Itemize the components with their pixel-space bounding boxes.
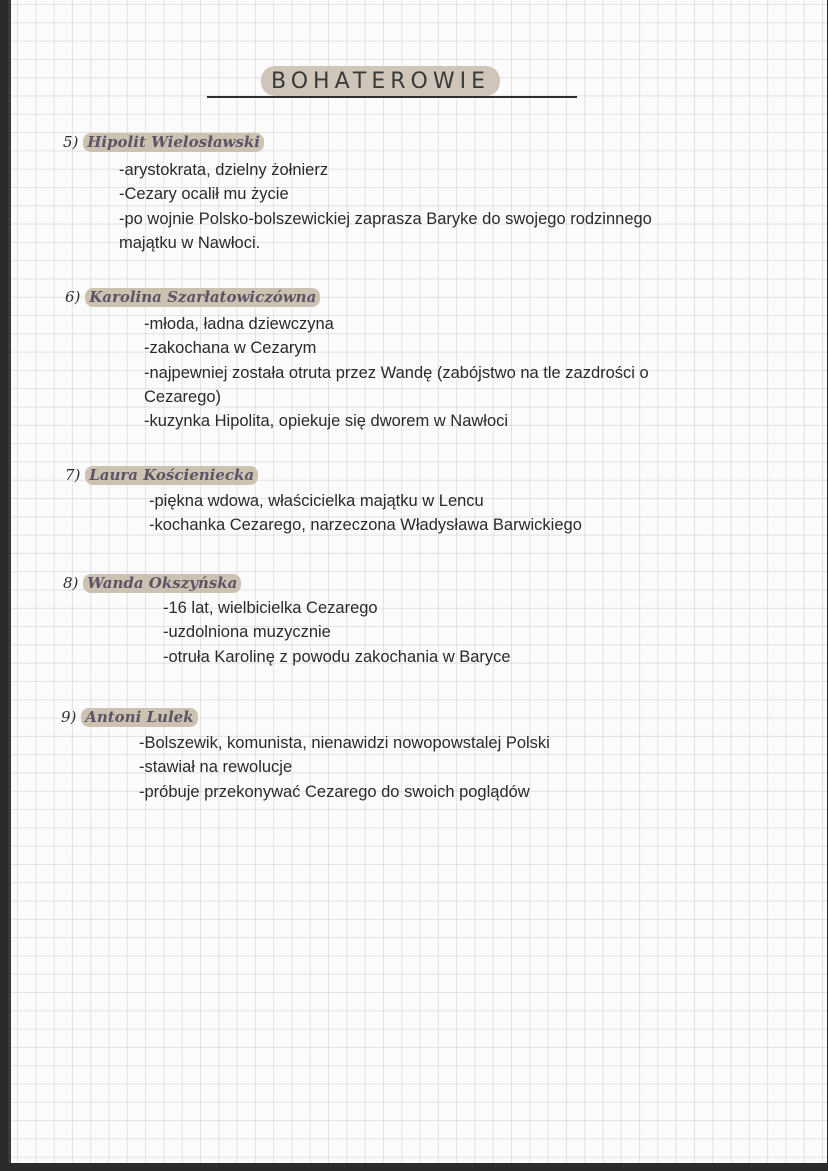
character-heading xyxy=(63,133,264,151)
character-number: 6) xyxy=(65,288,81,306)
description-line: majątku w Nawłoci. xyxy=(119,233,261,252)
description-line: -zakochana w Cezarym xyxy=(144,339,317,358)
description-line: -próbuje przekonywać Cezarego do swoich poglądów xyxy=(139,782,530,801)
description-line: -po wojnie Polsko-bolszewickiej zaprasza Baryke do swojego rodzinnego xyxy=(119,209,652,228)
description-line: -Cezary ocalił mu życie xyxy=(119,185,289,204)
character-number: 9) xyxy=(61,708,77,726)
title-underline xyxy=(207,96,577,98)
character-description xyxy=(139,731,550,804)
description-line: -arystokrata, dzielny żołnierz xyxy=(119,161,329,179)
character-name: Hipolit Wielosławski xyxy=(83,133,264,152)
description-line: -najpewniej została otruta przez Wandę (zabójstwo na tle zazdrości o xyxy=(144,363,649,382)
character-number: 8) xyxy=(63,574,79,592)
notebook-page xyxy=(8,0,827,1163)
character-number: 7) xyxy=(65,466,81,484)
character-description xyxy=(119,158,652,255)
character-description xyxy=(149,489,582,538)
character-name: Wanda Okszyńska xyxy=(83,574,241,593)
description-line: -otruła Karolinę z powodu zakochania w Baryce xyxy=(163,647,511,666)
character-name: Antoni Lulek xyxy=(81,708,197,727)
description-line: Cezarego) xyxy=(144,387,222,406)
character-heading xyxy=(61,708,198,726)
character-heading xyxy=(63,574,241,592)
character-heading xyxy=(65,288,320,306)
description-line: -kuzynka Hipolita, opiekuje się dworem w Nawłoci xyxy=(144,412,509,431)
character-description xyxy=(163,596,511,669)
character-number: 5) xyxy=(63,133,79,151)
character-name: Karolina Szarłatowiczówna xyxy=(85,288,320,307)
character-description xyxy=(144,312,649,433)
character-heading xyxy=(65,466,258,484)
character-name: Laura Kościeniecka xyxy=(85,466,258,485)
page-title: BOHATEROWIE xyxy=(261,66,500,96)
description-line: -kochanka Cezarego, narzeczona Władysława Barwickiego xyxy=(149,516,582,535)
description-line: -Bolszewik, komunista, nienawidzi nowopowstalej Polski xyxy=(139,734,550,752)
description-line: -młoda, ładna dziewczyna xyxy=(144,315,334,333)
title-block xyxy=(207,62,577,100)
description-line: -uzdolniona muzycznie xyxy=(163,623,331,642)
description-line: -piękna wdowa, właścicielka majątku w Lencu xyxy=(149,492,484,510)
description-line: -16 lat, wielbicielka Cezarego xyxy=(163,599,378,617)
description-line: -stawiał na rewolucje xyxy=(139,758,293,777)
